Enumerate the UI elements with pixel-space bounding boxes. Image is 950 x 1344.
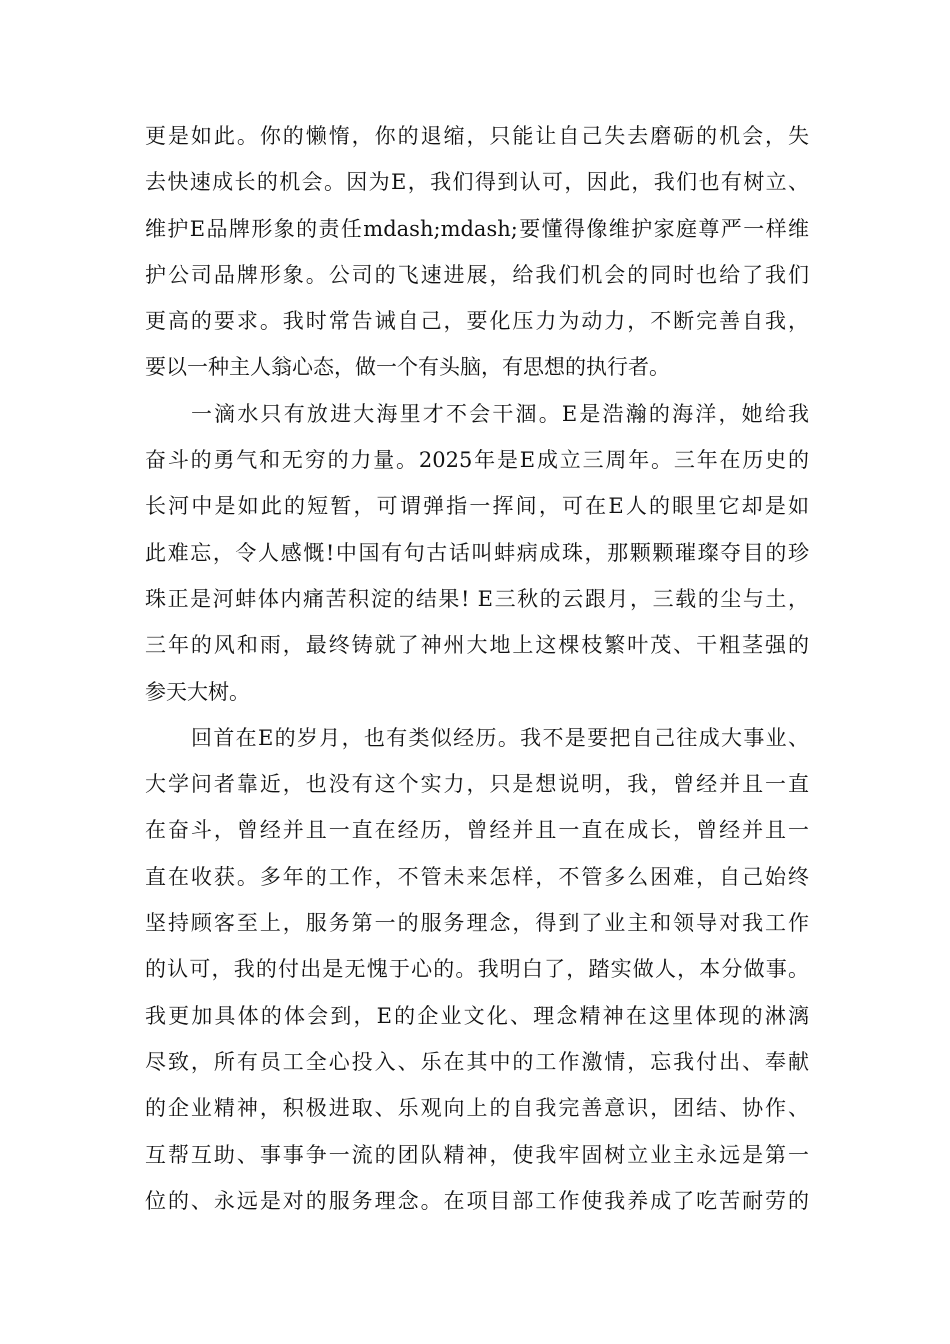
text-line: 三年的风和雨，最终铸就了神州大地上这棵枝繁叶茂、干粗茎强的 — [145, 633, 809, 658]
text-line: 尽致，所有员工全心投入、乐在其中的工作激情，忘我付出、奉献 — [145, 1049, 809, 1074]
text-line: 的企业精神，积极进取、乐观向上的自我完善意识，团结、协作、 — [145, 1096, 809, 1121]
text-line: 大学问者靠近，也没有这个实力，只是想说明，我，曾经并且一直 — [145, 772, 809, 797]
text-line: 奋斗的勇气和无穷的力量。2025年是E成立三周年。三年在历史的 — [145, 448, 809, 473]
paragraph-2 — [145, 391, 809, 715]
text-line: 我更加具体的体会到，E的企业文化、理念精神在这里体现的淋漓 — [145, 1003, 809, 1028]
paragraph-3 — [145, 715, 809, 1224]
text-line: 维护E品牌形象的责任mdash;mdash;要懂得像维护家庭尊严一样维 — [145, 216, 809, 241]
text-line: 更高的要求。我时常告诫自己，要化压力为动力，不断完善自我， — [145, 309, 809, 334]
text-line: 一滴水只有放进大海里才不会干涸。E是浩瀚的海洋，她给我 — [191, 401, 809, 426]
text-line: 长河中是如此的短暂，可谓弹指一挥间，可在E人的眼里它却是如 — [145, 494, 809, 519]
text-line: 的认可，我的付出是无愧于心的。我明白了，踏实做人，本分做事。 — [145, 957, 809, 982]
text-line: 互帮互助、事事争一流的团队精神，使我牢固树立业主永远是第一 — [145, 1142, 809, 1167]
text-line: 坚持顾客至上，服务第一的服务理念，得到了业主和领导对我工作 — [145, 911, 809, 936]
text-line: 参天大树。 — [145, 679, 250, 704]
text-line: 要以一种主人翁心态，做一个有头脑，有思想的执行者。 — [145, 355, 670, 380]
text-line: 此难忘，令人感慨!中国有句古话叫蚌病成珠，那颗颗璀璨夺目的珍 — [145, 540, 809, 565]
text-line: 更是如此。你的懒惰，你的退缩，只能让自己失去磨砺的机会，失 — [145, 124, 809, 148]
body-text — [145, 113, 809, 1224]
text-line: 直在收获。多年的工作，不管未来怎样，不管多么困难，自己始终 — [145, 864, 809, 889]
text-line: 位的、永远是对的服务理念。在项目部工作使我养成了吃苦耐劳的 — [145, 1188, 809, 1213]
text-line: 去快速成长的机会。因为E，我们得到认可，因此，我们也有树立、 — [145, 170, 809, 195]
text-line: 护公司品牌形象。公司的飞速进展，给我们机会的同时也给了我们 — [145, 262, 809, 287]
text-line: 回首在E的岁月，也有类似经历。我不是要把自己往成大事业、 — [191, 725, 809, 750]
paragraph-1 — [145, 113, 809, 391]
text-line: 珠正是河蚌体内痛苦积淀的结果! E三秋的云跟月，三载的尘与土， — [145, 586, 809, 611]
text-line: 在奋斗，曾经并且一直在经历，曾经并且一直在成长，曾经并且一 — [145, 818, 809, 843]
